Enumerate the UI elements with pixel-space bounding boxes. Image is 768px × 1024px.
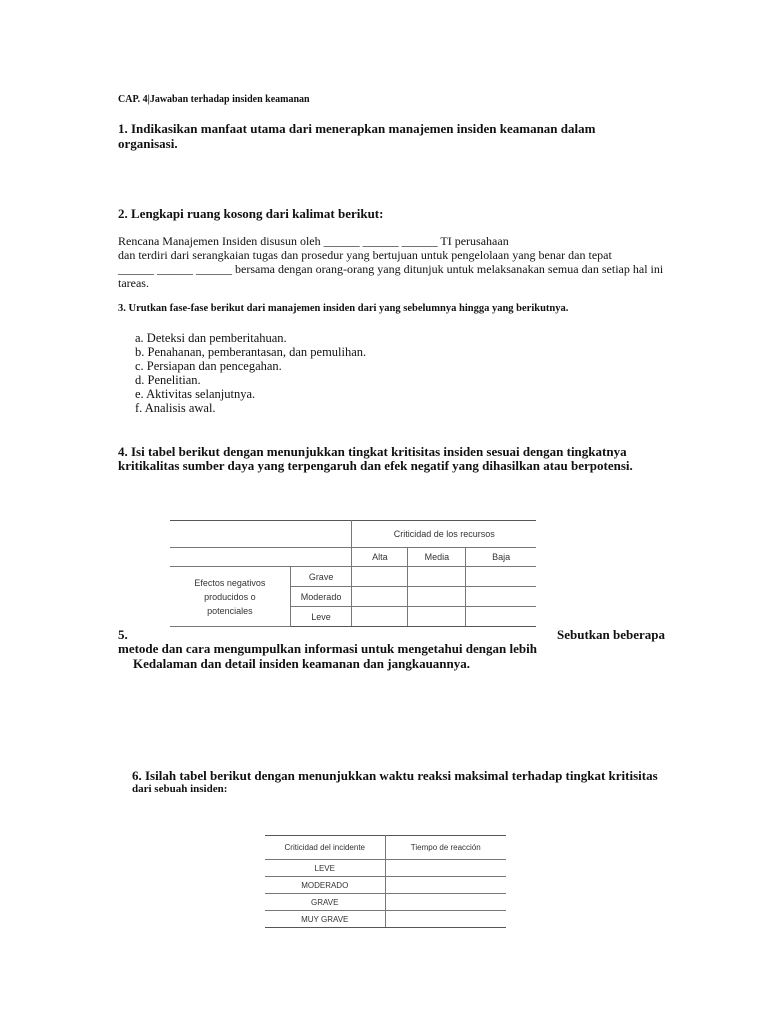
question-5-line-3: Kedalaman dan detail insiden keamanan dan jangkauannya.: [133, 656, 471, 671]
question-6-line-2: dari sebuah insiden:: [132, 783, 228, 795]
table-1-row-moderado: Moderado: [290, 587, 352, 607]
table-1-cell[interactable]: [466, 587, 536, 607]
question-3-title: 3. Urutkan fase-fase berikut dari manajemen insiden dari yang sebelumnya hingga yang berikutnya.: [118, 303, 569, 314]
question-2-line-3: ______ ______ ______ bersama dengan orang-orang yang ditunjuk untuk melaksanakan semua dan setiap hal ini: [118, 262, 664, 276]
table-2-row-muy-grave: MUY GRAVE: [265, 911, 385, 928]
question-5-right-text: Sebutkan beberapa: [557, 627, 665, 642]
table-2-row-leve: LEVE: [265, 860, 385, 877]
table-1-row-grave: Grave: [290, 567, 352, 587]
table-1-cell[interactable]: [466, 567, 536, 587]
table-1-empty-subheader: [170, 548, 352, 567]
chapter-title: CAP. 4|Jawaban terhadap insiden keamanan: [118, 94, 310, 105]
question-5-number: 5.: [118, 627, 128, 642]
question-2-line-1: Rencana Manajemen Insiden disusun oleh ______ ______ ______ TI perusahaan: [118, 234, 509, 248]
table-2-cell[interactable]: [385, 877, 506, 894]
question-2-title: 2. Lengkapi ruang kosong dari kalimat berikut:: [118, 206, 384, 221]
table-1-row-leve: Leve: [290, 607, 352, 627]
table-1-resource-criticality-header: Criticidad de los recursos: [352, 521, 536, 548]
question-4-line-2: kritikalitas sumber daya yang terpengaruh dan efek negatif yang dihasilkan atau berpotensi.: [118, 458, 633, 473]
question-2-line-2: dan terdiri dari serangkaian tugas dan prosedur yang bertujuan untuk pengelolaan yang benar dan tepat: [118, 248, 612, 262]
table-2-cell[interactable]: [385, 911, 506, 928]
table-1-row-group-label-line-1: Efectos negativos: [194, 577, 266, 588]
table-1-column-alta: Alta: [352, 548, 408, 567]
table-1-column-baja: Baja: [466, 548, 536, 567]
question-3-option-c: c. Persiapan dan pencegahan.: [135, 359, 282, 373]
question-2-line-4: tareas.: [118, 276, 149, 290]
table-1-cell[interactable]: [466, 607, 536, 627]
table-1-cell[interactable]: [408, 607, 466, 627]
question-3-option-d: d. Penelitian.: [135, 373, 201, 387]
question-1-line-2: organisasi.: [118, 136, 178, 151]
table-1-cell[interactable]: [352, 587, 408, 607]
reaction-time-table: [265, 835, 506, 928]
question-3-option-a: a. Deteksi dan pemberitahuan.: [135, 331, 287, 345]
table-1-column-media: Media: [408, 548, 466, 567]
table-2-row-grave: GRAVE: [265, 894, 385, 911]
question-5-line-2: metode dan cara mengumpulkan informasi untuk mengetahui dengan lebih: [118, 641, 537, 656]
table-1-cell[interactable]: [408, 567, 466, 587]
table-2-header-reaction-time: Tiempo de reacción: [385, 836, 506, 860]
table-2-cell[interactable]: [385, 860, 506, 877]
table-2-header-criticality: Criticidad del incidente: [265, 836, 385, 860]
table-1-empty-header: [170, 521, 352, 548]
question-4-line-1: 4. Isi tabel berikut dengan menunjukkan tingkat kritisitas insiden sesuai dengan tingkatnya: [118, 444, 627, 459]
table-1-row-group-label-line-2: producidos o: [204, 591, 256, 602]
table-1-cell[interactable]: [408, 587, 466, 607]
question-3-option-b: b. Penahanan, pemberantasan, dan pemulihan.: [135, 345, 367, 359]
table-2-cell[interactable]: [385, 894, 506, 911]
table-2-row-moderado: MODERADO: [265, 877, 385, 894]
criticality-table: [170, 520, 536, 627]
question-3-option-f: f. Analisis awal.: [135, 401, 216, 415]
table-1-row-group-label: [170, 567, 290, 627]
question-1-line-1: 1. Indikasikan manfaat utama dari menerapkan manajemen insiden keamanan dalam: [118, 121, 596, 136]
table-1-cell[interactable]: [352, 567, 408, 587]
table-1-row-group-label-line-3: potenciales: [207, 605, 253, 616]
question-6-line-1: 6. Isilah tabel berikut dengan menunjukkan waktu reaksi maksimal terhadap tingkat kritisitas: [132, 768, 658, 783]
question-3-option-e: e. Aktivitas selanjutnya.: [135, 387, 256, 401]
table-1-cell[interactable]: [352, 607, 408, 627]
